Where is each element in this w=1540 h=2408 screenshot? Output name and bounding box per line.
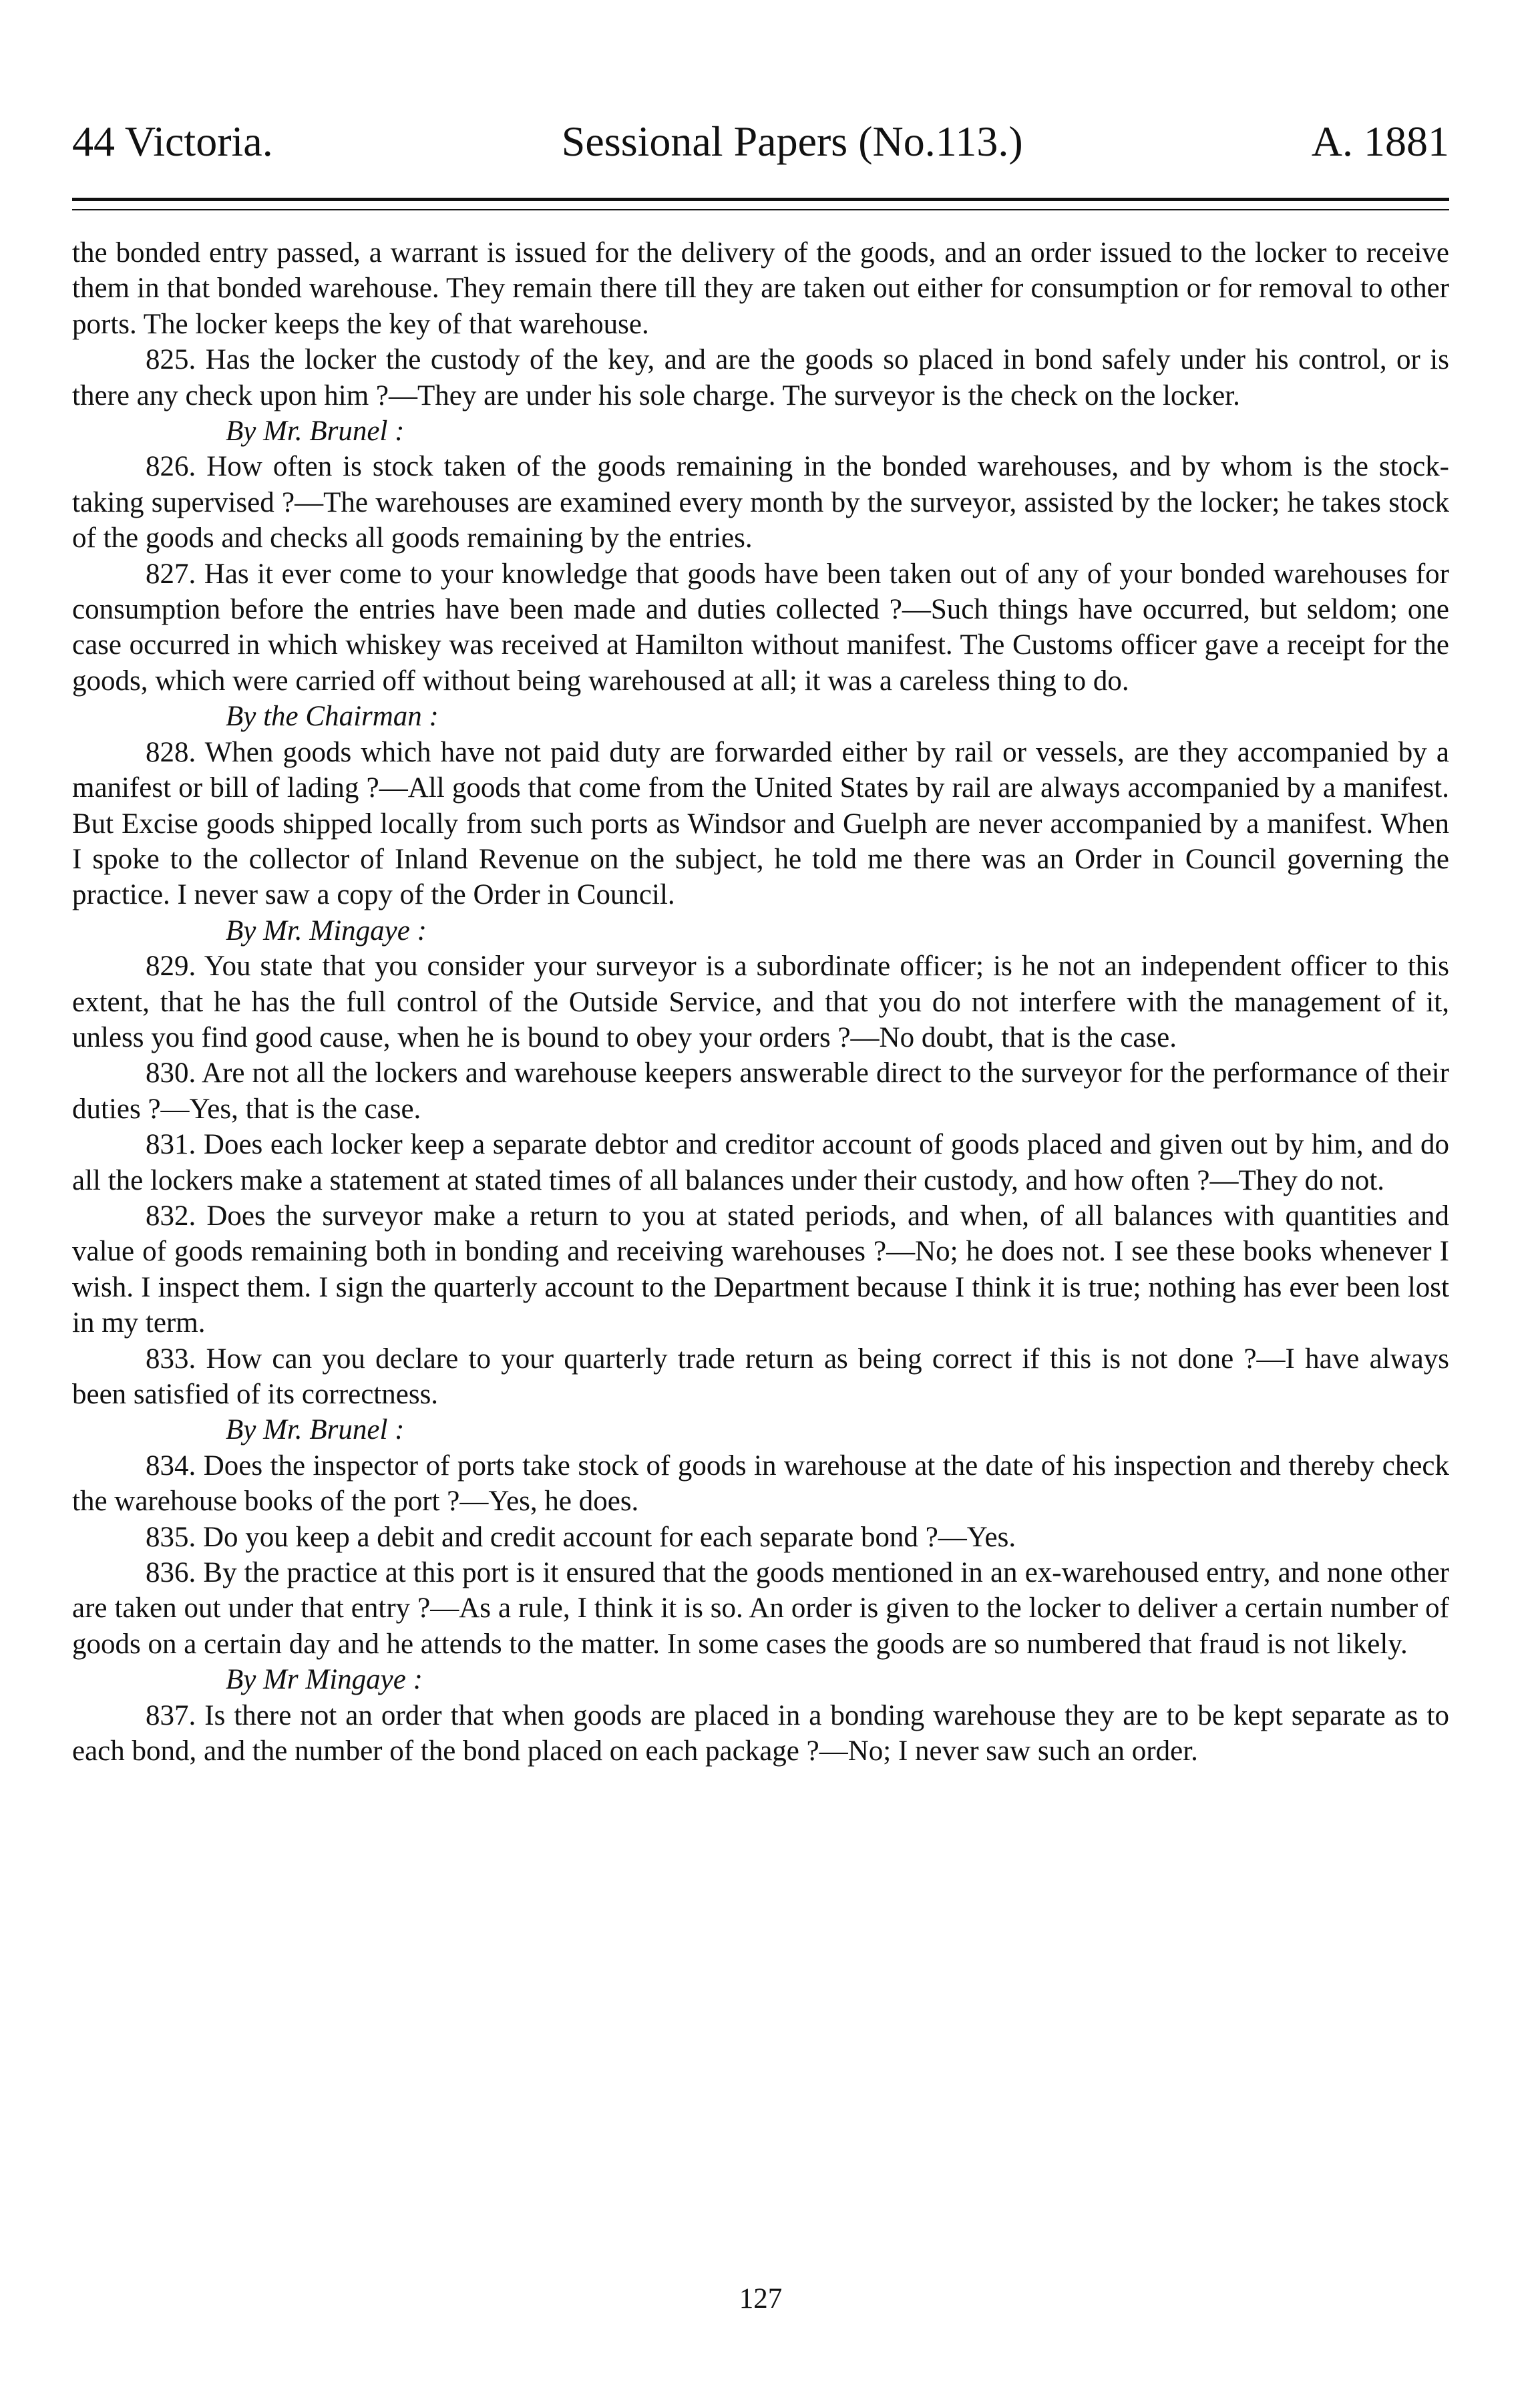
- question-answer-paragraph: 836. By the practice at this port is it ensured that the goods mentioned in an ex-warehoused entry, and none other are taken out under that entry ?—As a rule, I think it is so. An order is given to the locker to deliver a certain number of goods on a certain day and he attends to the matter. In some cases the goods are so numbered that fraud is not likely.: [72, 1557, 1449, 1660]
- question-answer-paragraph: 826. How often is stock taken of the goods remaining in the bonded warehouses, and by whom is the stock-taking supervised ?—The warehouses are examined every month by the surveyor, assisted by the locker; he takes stock of the goods and checks all goods remaining by the entries.: [72, 451, 1449, 554]
- header-year: A. 1881: [1311, 118, 1449, 165]
- question-answer-paragraph: 835. Do you keep a debit and credit account for each separate bond ?—Yes.: [146, 1521, 1016, 1553]
- question-answer-paragraph: 825. Has the locker the custody of the key, and are the goods so placed in bond safely under his control, or is there any check upon him ?—They are under his sole charge. The surveyor is the check on the locker.: [72, 344, 1449, 411]
- speaker-heading: By the Chairman :: [226, 701, 439, 733]
- speaker-heading: By Mr Mingaye :: [226, 1664, 423, 1696]
- question-answer-paragraph: 837. Is there not an order that when goods are placed in a bonding warehouse they are to be kept separate as to each bond, and the number of the bond placed on each package ?—No; I never saw such an order.: [72, 1699, 1449, 1767]
- header-volume: 44 Victoria.: [72, 118, 273, 165]
- question-answer-paragraph: 831. Does each locker keep a separate debtor and creditor account of goods placed and given out by him, and do all the lockers make a statement at stated times of all balances under their custody, and how often ?—They do not.: [72, 1129, 1449, 1196]
- header-rule-thin: [72, 209, 1449, 210]
- question-answer-paragraph: 827. Has it ever come to your knowledge that goods have been taken out of any of your bonded warehouses for consumption before the entries have been made and duties collected ?—Such things have occurred, but seldom; one case occurred in which whiskey was received at Hamilton without manifest. The Customs officer gave a receipt for the goods, which were carried off without being warehoused at all; it was a careless thing to do.: [72, 558, 1449, 697]
- continued-paragraph: the bonded entry passed, a warrant is issued for the delivery of the goods, and an order issued to the locker to receive them in that bonded warehouse. They remain there till they are taken out either for consumption or for removal to other ports. The locker keeps the key of that warehouse.: [72, 237, 1449, 340]
- page-number: 127: [739, 2283, 783, 2314]
- question-answer-paragraph: 832. Does the surveyor make a return to you at stated periods, and when, of all balances with quantities and value of goods remaining both in bonding and receiving warehouses ?—No; he does not. I see these books whenever I wish. I inspect them. I sign the quarterly account to the Department because I think it is true; nothing has ever been lost in my term.: [72, 1200, 1449, 1339]
- testimony-body: [72, 235, 1449, 1769]
- document-page: [72, 0, 1449, 2408]
- header-rule-thick: [72, 198, 1449, 201]
- running-header: [72, 115, 1449, 168]
- speaker-heading: By Mr. Brunel :: [226, 1414, 405, 1446]
- question-answer-paragraph: 834. Does the inspector of ports take stock of goods in warehouse at the date of his inspection and thereby check the warehouse books of the port ?—Yes, he does.: [72, 1449, 1449, 1518]
- speaker-heading: By Mr. Brunel :: [226, 415, 405, 448]
- question-answer-paragraph: 829. You state that you consider your surveyor is a subordinate officer; is he not an independent officer to this extent, that he has the full control of the Outside Service, and that you do not interfere with the management of it, unless you find good cause, when he is bound to obey your orders ?—No doubt, that is the case.: [72, 951, 1449, 1053]
- question-answer-paragraph: 830. Are not all the lockers and warehouse keepers answerable direct to the surveyor for the performance of their duties ?—Yes, that is the case.: [72, 1057, 1449, 1125]
- speaker-heading: By Mr. Mingaye :: [226, 914, 427, 947]
- header-title: Sessional Papers (No.113.): [561, 118, 1023, 165]
- question-answer-paragraph: 833. How can you declare to your quarterly trade return as being correct if this is not done ?—I have always been satisfied of its correctness.: [72, 1343, 1449, 1410]
- question-answer-paragraph: 828. When goods which have not paid duty are forwarded either by rail or vessels, are they accompanied by a manifest or bill of lading ?—All goods that come from the United States by rail are always accompanied by a manifest. But Excise goods shipped locally from such ports as Windsor and Guelph are never accompanied by a manifest. When I spoke to the collector of Inland Revenue on the subject, he told me there was an Order in Council governing the practice. I never saw a copy of the Order in Council.: [72, 736, 1449, 911]
